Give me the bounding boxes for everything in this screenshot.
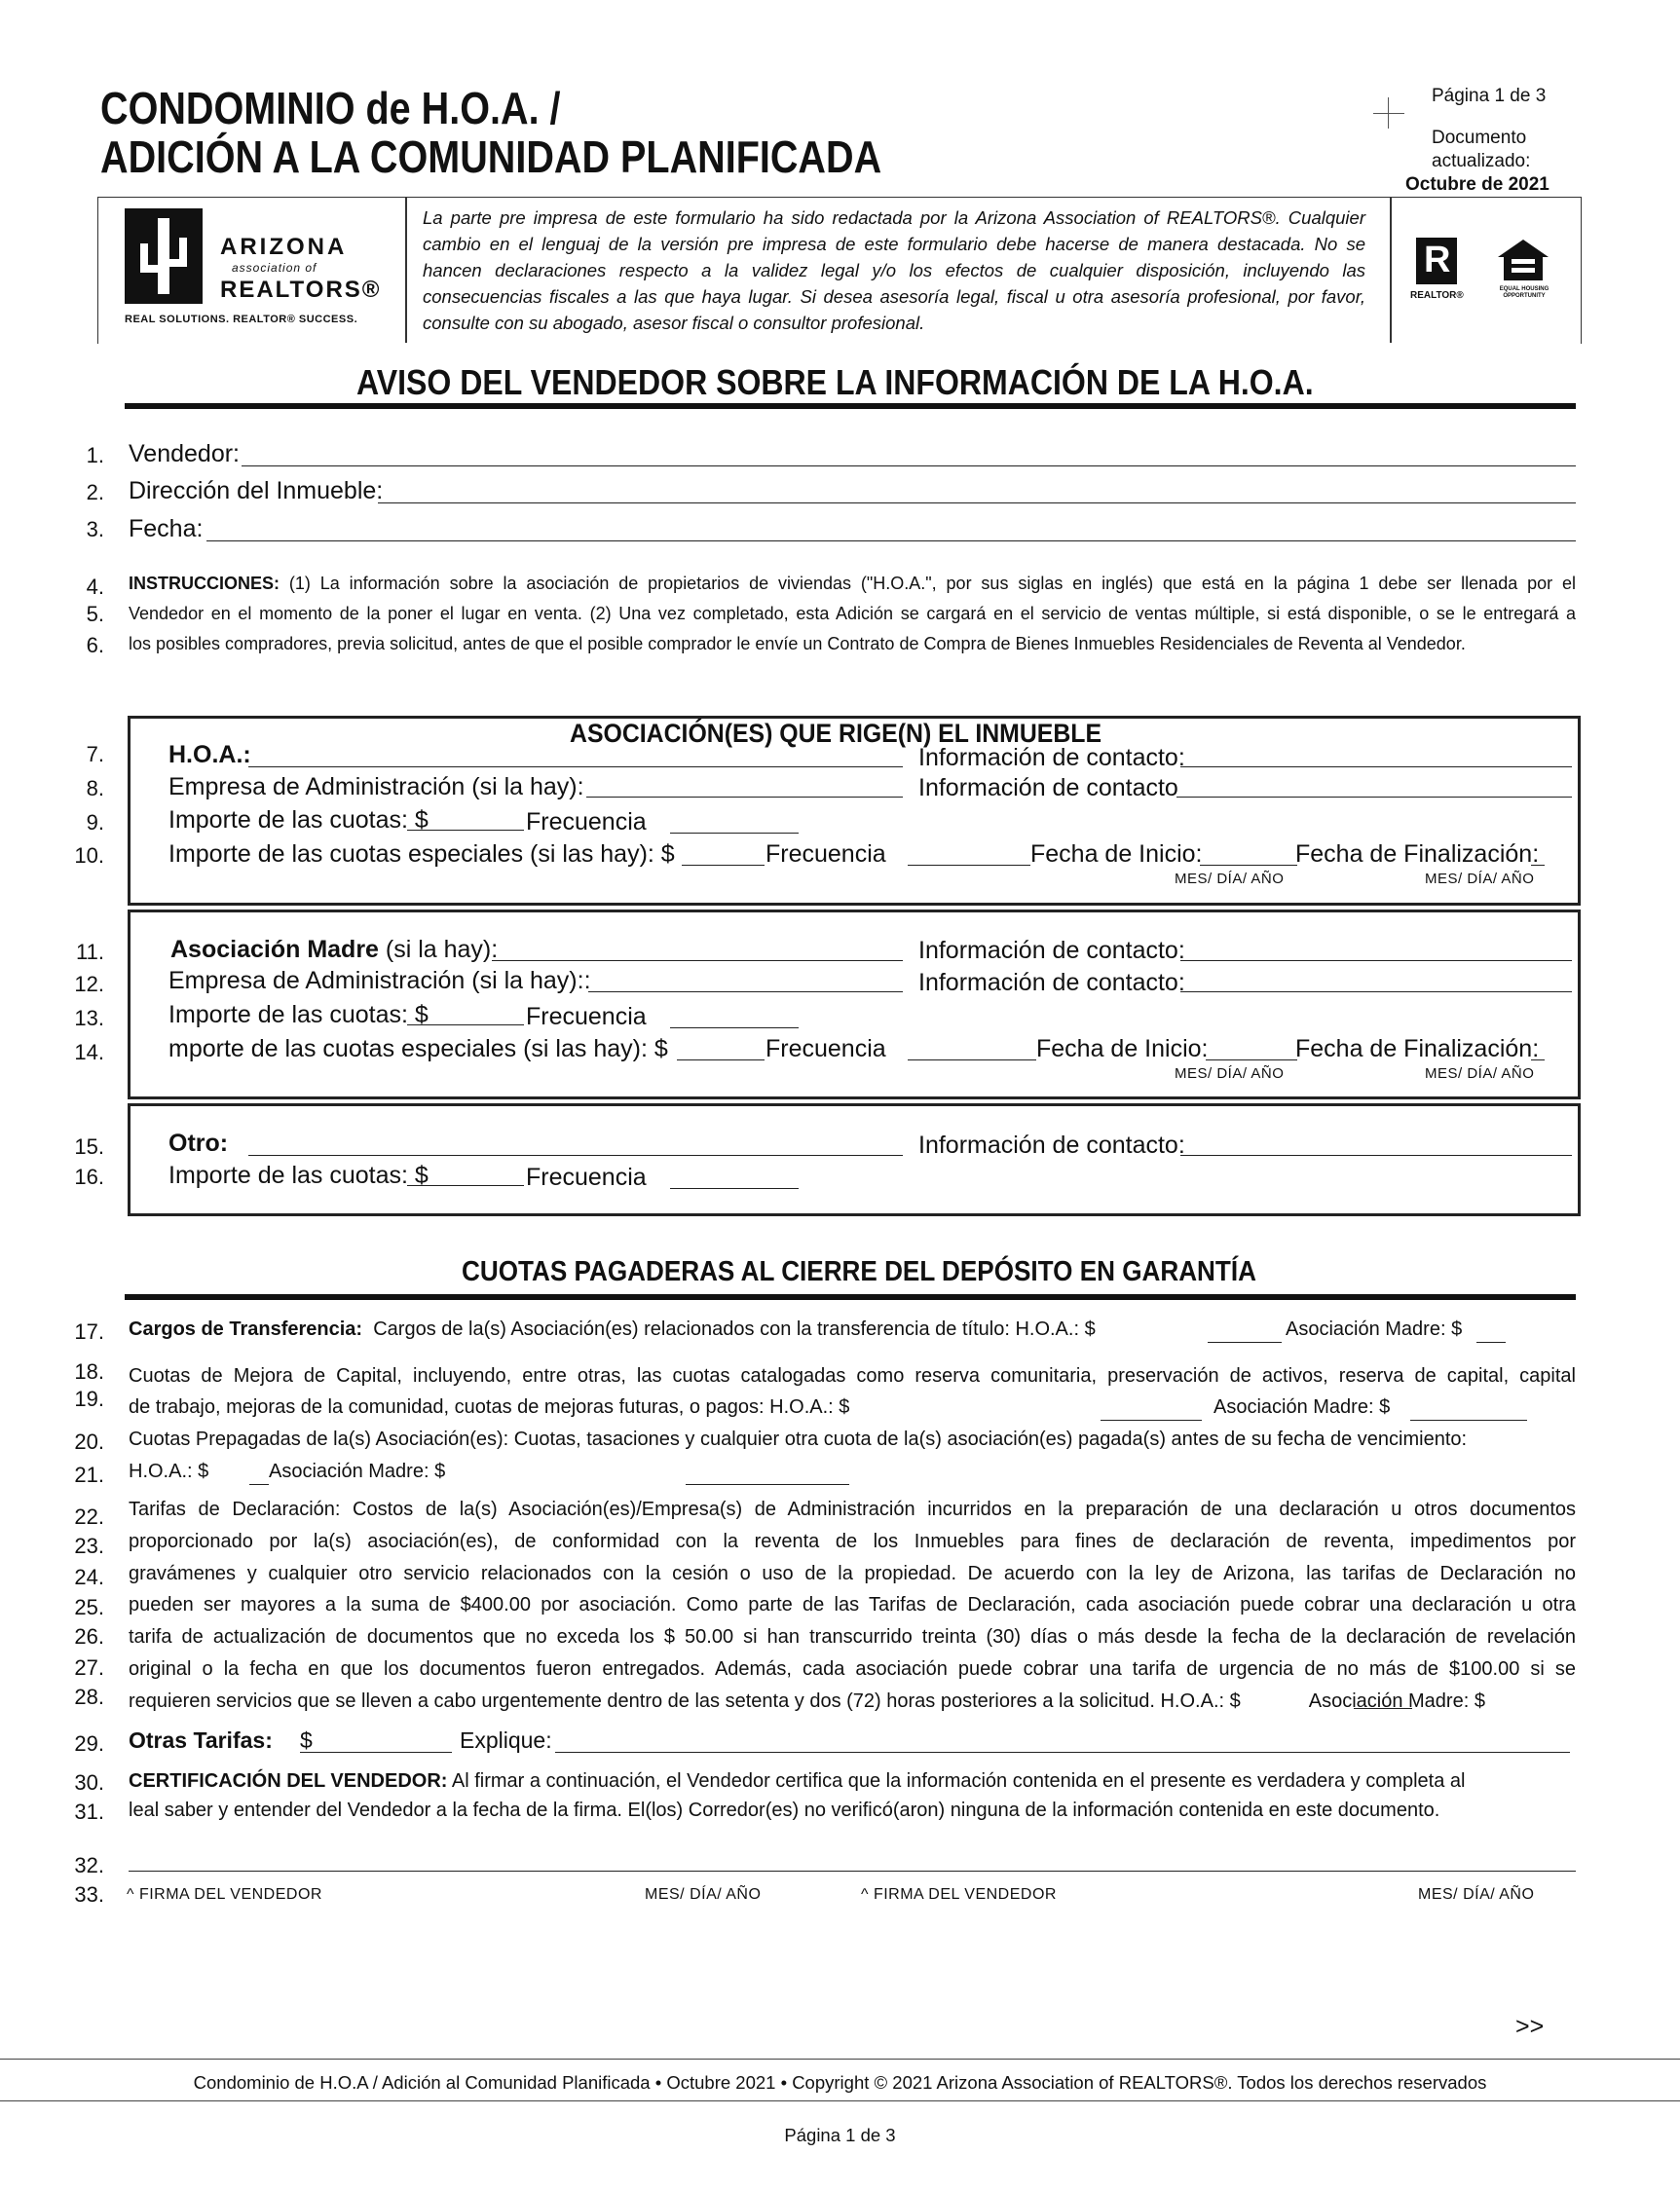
master-mgmt-contact-label: Información de contacto: [918,969,1185,996]
date-format-hint: MES/ DÍA/ AÑO [1175,871,1285,887]
disclaimer-line: hancen declaraciones respecto a la validez legal y/o los efectos de cualquier disposición, incluyendo las [423,260,1365,280]
line-number: 20. [74,1430,104,1454]
transfer-fees-label: Cargos de Transferencia: [129,1318,363,1340]
hoa-frequency-label: Frecuencia [526,808,647,836]
line-number: 31. [74,1800,104,1824]
other-label: Otro: [168,1130,229,1157]
instructions-text: los posibles compradores, previa solicitud, antes de que el posible comprador le envíe un Contrato de Compra de Bienes Inmuebles Residenciales de Reventa al Vendedor. [129,634,1466,653]
other-frequency-label: Frecuencia [526,1164,647,1191]
master-label-rest: (si la hay): [378,936,499,963]
updated-label-2: actualizado: [1432,151,1531,171]
equal-housing-icon [1490,238,1558,304]
disclosure-fees-line: Tarifas de Declaración: Costos de la(s) Asociación(es)/Empresa(s) de Administración incurridos en la preparación de una declaración u otros documentos [129,1499,1576,1520]
hoa-mgmt-field[interactable] [586,797,903,798]
disclosure-fees-line [129,1686,1576,1718]
hoa-start-label: Fecha de Inicio: [1030,840,1203,868]
next-page-arrow[interactable]: >> [1515,2013,1545,2040]
master-dues-label: Importe de las cuotas: $ [168,1001,429,1028]
certification-text: Al firmar a continuación, el Vendedor certifica que la información contenida en el presente es verdadera y completa al [447,1770,1466,1792]
form-title-line1: CONDOMINIO de H.O.A. / [100,83,561,133]
master-end-label: Fecha de Finalización: [1295,1035,1540,1062]
property-address-field[interactable] [378,502,1576,503]
prepaid-master-field[interactable] [686,1484,849,1485]
prepaid-fees-text: Cuotas Prepagadas de la(s) Asociación(es): Cuotas, tasaciones y cualquier otra cuota de la(s) asociación(es) pagada(s) antes de su fecha de vencimiento: [129,1429,1468,1450]
line-number: 26. [74,1624,104,1649]
hoa-mgmt-contact-field[interactable] [1176,797,1572,798]
hoa-label: H.O.A.: [168,741,251,768]
master-special-frequency-label: Frecuencia [765,1035,886,1062]
line-number: 12. [74,972,104,996]
master-mgmt-contact-field[interactable] [1180,991,1572,992]
hoa-dues-label: Importe de las cuotas: $ [168,806,429,834]
disclosure-fees-text [129,1494,1576,1718]
line-number: 22. [74,1504,104,1529]
line-number: 32. [74,1853,104,1877]
transfer-fee-master-field[interactable] [1476,1342,1506,1343]
disclosure-fees-line: proporcionado por la(s) asociación(es), de conformidad con la reventa de los Inmuebles para fines de declaración de reventa, impedimentos por [129,1530,1576,1552]
capital-fee-master-field[interactable] [1410,1420,1527,1421]
hoa-end-label: Fecha de Finalización: [1295,840,1540,868]
date-format-hint: MES/ DÍA/ AÑO [1425,871,1535,887]
logo-name3: REALTORS® [220,277,382,303]
cactus-logo-icon [125,208,203,304]
hoa-special-field[interactable] [682,865,765,866]
other-fees-label: Otras Tarifas: [129,1727,273,1753]
line-number: 21. [74,1463,104,1487]
hoa-mgmt-label: Empresa de Administración (si la hay): [168,773,584,800]
disclaimer-line: La parte pre impresa de este formulario ha sido redactada por la Arizona Association of REALTORS®. Cualquier [423,207,1365,228]
instructions-label: INSTRUCCIONES: [129,574,280,593]
line-number: 25. [74,1595,104,1619]
line-number: 1. [86,443,104,467]
master-contact-field[interactable] [1180,960,1572,961]
capital-improvement-text: Cuotas de Mejora de Capital, incluyendo, entre otras, las cuotas catalogadas como reserva comunitaria, preservación de activos, reserva de capital, capital [129,1365,1576,1387]
hoa-frequency-field[interactable] [670,833,799,834]
master-dues-field[interactable] [407,1024,524,1025]
section-rule [125,403,1576,409]
footer-text: Condominio de H.O.A / Adición al Comunidad Planificada • Octubre 2021 • Copyright © 2021 Arizona Association of REALTORS®. Todos los derechos reservados [193,2072,1487,2093]
equal-housing-label: EQUAL HOUSING OPPORTUNITY [1499,286,1549,299]
other-frequency-field[interactable] [670,1188,799,1189]
aar-logo [125,208,388,331]
transfer-fee-master-label: Asociación Madre: $ [1286,1318,1463,1340]
line-number: 24. [74,1565,104,1589]
footer-rule [0,2100,1680,2101]
other-contact-label: Información de contacto: [918,1132,1185,1159]
master-name-field[interactable] [492,960,903,961]
master-label [170,936,498,964]
other-fees-explain-label: Explique: [460,1727,552,1753]
other-name-field[interactable] [248,1155,903,1156]
line-number: 33. [74,1882,104,1907]
disclosure-fee-master-label: Asociación Madre: $ [1308,1690,1485,1712]
disclosure-fee-hoa-field[interactable] [1354,1708,1412,1709]
property-address-label: Dirección del Inmueble: [129,477,384,504]
master-start-label: Fecha de Inicio: [1036,1035,1209,1062]
signature-line[interactable] [129,1871,1576,1872]
disclosure-fees-line: tarifa de actualización de documentos que no exceda los $ 50.00 si han transcurrido treinta (30) días o más desde la fecha de la declaración de revelación [129,1626,1576,1649]
crop-mark-icon [1373,97,1404,129]
master-special-label: mporte de las cuotas especiales (si las hay): $ [168,1035,668,1062]
date-label: Fecha: [129,515,204,542]
other-contact-field[interactable] [1180,1155,1572,1156]
page-indicator: Página 1 de 3 [1432,86,1547,106]
other-dues-label: Importe de las cuotas: $ [168,1162,429,1189]
disclosure-fees-line: gravámenes y cualquier otro servicio relacionados con la cesión o uso de la propiedad. De acuerdo con la ley de Arizona, las tarifas de Declaración no [129,1562,1576,1584]
certification-text: leal saber y entender del Vendedor a la fecha de la firma. El(los) Corredor(es) no verificó(aron) ninguna de la información contenida en este documento. [129,1800,1440,1821]
seller-signature-label: ^ FIRMA DEL VENDEDOR [861,1886,1057,1903]
instructions [129,569,1576,659]
instructions-text: (1) La información sobre la asociación de propietarios de viviendas ("H.O.A.", por sus siglas en inglés) que está en la página 1 debe ser llenada por el [280,574,1576,593]
hoa-special-frequency-label: Frecuencia [765,840,886,868]
date-field[interactable] [206,540,1576,541]
disclosure-fees-line: pueden ser mayores a la suma de $400.00 por asociación. Como parte de las Tarifas de Declaración, cada asociación puede cobrar una declaración u otra [129,1594,1576,1616]
line-number: 29. [74,1731,104,1756]
line-number: 5. [86,602,104,626]
capital-fee-master-label: Asociación Madre: $ [1213,1396,1391,1418]
master-frequency-label: Frecuencia [526,1003,647,1030]
hoa-end-field[interactable] [1531,865,1545,866]
line-number: 16. [74,1165,104,1189]
master-mgmt-field[interactable] [588,991,903,992]
line-number: 18. [74,1359,104,1384]
logo-name2: association of [232,261,317,275]
other-dues-field[interactable] [407,1185,524,1186]
hoa-mgmt-contact-label: Información de contacto [918,774,1178,801]
line-number: 2. [86,480,104,504]
realtor-badge-icon: R REALTOR® [1410,240,1464,301]
disclosure-fees-text: requieren servicios que se lleven a cabo urgentemente dentro de las setenta y dos (72) horas posteriores a la solicitud. H.O.A.: $ [129,1690,1241,1712]
line-number: 13. [74,1006,104,1030]
line-number: 23. [74,1534,104,1558]
assoc-title: ASOCIACIÓN(ES) QUE RIGE(N) EL INMUEBLE [570,719,1102,748]
footer-rule [0,2059,1680,2060]
realtor-badge-label: REALTOR® [1410,290,1464,301]
other-fees-amount-field[interactable] [300,1752,452,1753]
master-contact-label: Información de contacto: [918,937,1185,964]
logo-tagline: REAL SOLUTIONS. REALTOR® SUCCESS. [125,314,358,325]
signature-date-label: MES/ DÍA/ AÑO [1418,1886,1535,1903]
line-number: 7. [86,742,104,766]
master-frequency-field[interactable] [670,1027,799,1028]
line-number: 27. [74,1655,104,1680]
other-fees-explain-field[interactable] [555,1752,1570,1753]
disclaimer-line: consecuencias fiscales a las que haya lugar. Si desea asesoría legal, fiscal u otra asesoría profesional, por favor, [423,286,1365,307]
date-format-hint: MES/ DÍA/ AÑO [1425,1065,1535,1082]
line-number: 4. [86,575,104,599]
updated-label-1: Documento [1432,128,1527,148]
line-number: 10. [74,843,104,868]
master-mgmt-label: Empresa de Administración (si la hay):: [168,967,591,994]
certification-label: CERTIFICACIÓN DEL VENDEDOR: [129,1770,448,1792]
section2-title: CUOTAS PAGADERAS AL CIERRE DEL DEPÓSITO EN GARANTÍA [462,1256,1256,1287]
transfer-fee-hoa-field[interactable] [1208,1342,1282,1343]
section1-title: AVISO DEL VENDEDOR SOBRE LA INFORMACIÓN DE LA H.O.A. [356,362,1314,402]
seller-field[interactable] [242,465,1576,466]
line-number: 6. [86,633,104,657]
hoa-special-label: Importe de las cuotas especiales (si las hay): $ [168,840,675,868]
updated-date: Octubre de 2021 [1405,174,1549,195]
hoa-name-field[interactable] [248,766,903,767]
line-number: 11. [76,940,104,964]
hoa-special-frequency-field[interactable] [908,865,1030,866]
divider [405,197,407,343]
transfer-fees-line [129,1318,1096,1341]
line-number: 14. [74,1040,104,1064]
prepaid-master-label: Asociación Madre: $ [269,1461,446,1482]
hoa-dues-field[interactable] [407,830,524,831]
section-rule [125,1294,1576,1300]
hoa-contact-field[interactable] [1180,766,1572,767]
transfer-fees-text: Cargos de la(s) Asociación(es) relacionados con la transferencia de título: H.O.A.: $ [373,1318,1096,1340]
line-number: 8. [86,776,104,800]
line-number: 9. [86,810,104,835]
master-label-bold: Asociación Madre [170,936,379,963]
line-number: 30. [74,1770,104,1795]
logo-name1: ARIZONA [220,234,348,260]
capital-fee-hoa-field[interactable] [1101,1420,1202,1421]
master-special-field[interactable] [677,1059,765,1060]
seller-certification [129,1766,1576,1825]
instructions-text: Vendedor en el momento de la poner el lugar en venta. (2) Una vez completado, esta Adición se cargará en el servicio de ventas múltiple, si está disponible, o se le entregará a [129,604,1576,623]
footer-page: Página 1 de 3 [784,2125,896,2145]
other-association-box [128,1103,1581,1216]
date-format-hint: MES/ DÍA/ AÑO [1175,1065,1285,1082]
master-special-frequency-field[interactable] [908,1059,1036,1060]
disclaimer-line: cambio en el lenguaj de la versión pre impresa de este formulario debe hacerse de manera destacada. No se [423,234,1365,254]
other-fees-dollar: $ [300,1727,313,1753]
disclosure-fees-line: original o la fecha en que los documentos fueron entregados. Además, cada asociación puede cobrar una tarifa de urgencia de no más de $100.00 si se [129,1657,1576,1680]
form-title-line2: ADICIÓN A LA COMUNIDAD PLANIFICADA [100,131,882,182]
master-end-field[interactable] [1531,1059,1545,1060]
signature-date-label: MES/ DÍA/ AÑO [645,1886,762,1903]
seller-signature-label: ^ FIRMA DEL VENDEDOR [127,1886,322,1903]
line-number: 28. [74,1685,104,1709]
disclaimer [423,204,1365,336]
capital-improvement-text: de trabajo, mejoras de la comunidad, cuotas de mejoras futuras, o pagos: H.O.A.: $ [129,1396,850,1418]
hoa-start-field[interactable] [1200,865,1297,866]
seller-label: Vendedor: [129,440,240,467]
line-number: 17. [74,1319,104,1344]
master-start-field[interactable] [1206,1059,1297,1060]
line-number: 19. [74,1387,104,1411]
line-number: 15. [74,1134,104,1159]
prepaid-hoa-field[interactable] [249,1484,269,1485]
disclaimer-line: consulte con su abogado, asesor fiscal o consultor profesional. [423,313,925,333]
line-number: 3. [86,517,104,541]
divider [1390,197,1392,343]
prepaid-hoa-label: H.O.A.: $ [129,1461,209,1482]
hoa-contact-label: Información de contacto: [918,744,1185,771]
